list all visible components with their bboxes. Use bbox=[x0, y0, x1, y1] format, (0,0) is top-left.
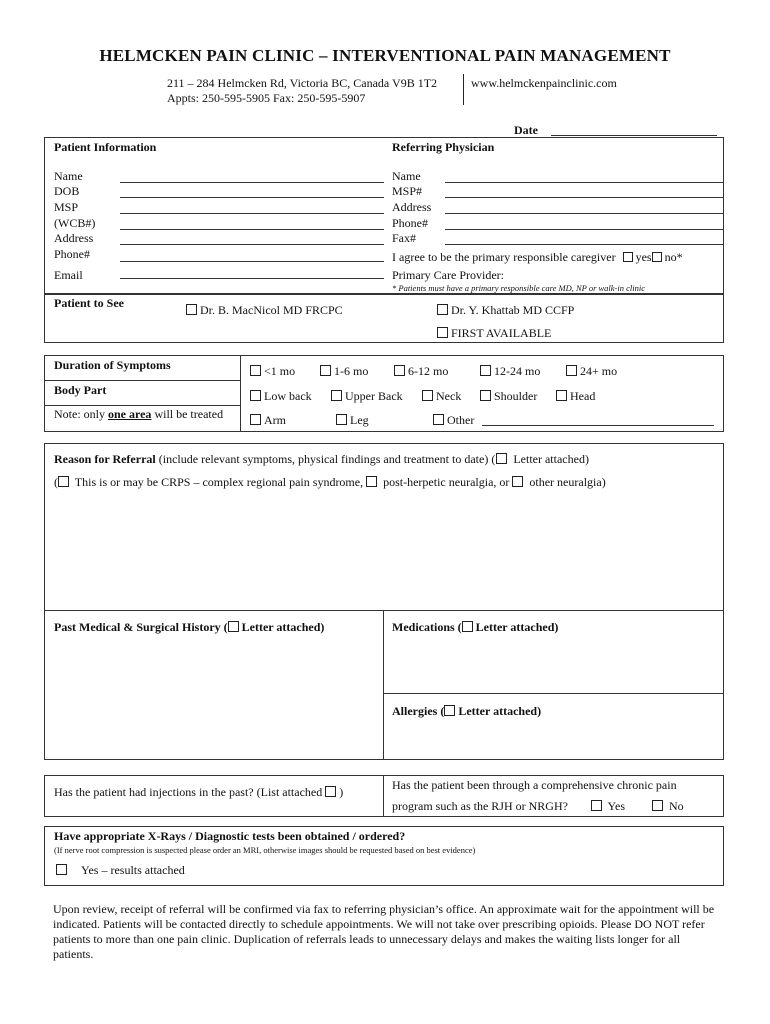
macnicol-checkbox[interactable] bbox=[186, 304, 197, 315]
caregiver-no-label: no* bbox=[664, 250, 683, 264]
pmh-label: Past Medical & Surgical History ( bbox=[54, 620, 228, 634]
caregiver-yes-checkbox[interactable] bbox=[623, 252, 633, 262]
allergies-label: Allergies ( bbox=[392, 704, 445, 718]
arm-checkbox[interactable] bbox=[250, 414, 261, 425]
duration-24plus-checkbox[interactable] bbox=[566, 365, 577, 376]
patient-dob-field[interactable] bbox=[120, 197, 384, 198]
date-label: Date bbox=[514, 123, 538, 137]
referral-notice: Upon review, receipt of referral will be confirmed via fax to referring physician’s office. An approximate wait for the appointment will be indicated. Patients will be contacted directly to schedule appointments. We will not take over prescribing opioids. Please DO NOT refer patients to more than one pain clinic. Duplication of referrals leads to unnecessary delays and makes the waiting lists longer for all patients. bbox=[53, 902, 715, 961]
duration-1-6-label: 1-6 mo bbox=[334, 364, 369, 378]
duration-1-6-checkbox[interactable] bbox=[320, 365, 331, 376]
option-macnicol[interactable] bbox=[186, 303, 343, 318]
body-upperback[interactable] bbox=[331, 389, 403, 404]
upperback-checkbox[interactable] bbox=[331, 390, 342, 401]
patient-info-heading: Patient Information bbox=[54, 140, 157, 154]
meds-letter-label: Letter attached) bbox=[475, 620, 559, 634]
reason-bottom-line bbox=[44, 610, 724, 611]
patient-name-label: Name bbox=[54, 169, 83, 183]
other-label: Other bbox=[447, 413, 475, 427]
caregiver-no-checkbox[interactable] bbox=[652, 252, 662, 262]
injections-label: Has the patient had injections in the past? (List attached bbox=[54, 785, 323, 799]
patient-address-field[interactable] bbox=[120, 244, 384, 245]
meds-label: Medications ( bbox=[392, 620, 462, 634]
reason-letter-checkbox[interactable] bbox=[496, 453, 507, 464]
ref-address-label: Address bbox=[392, 200, 432, 214]
one-area-note bbox=[54, 407, 223, 422]
neck-checkbox[interactable] bbox=[422, 390, 433, 401]
body-leg[interactable] bbox=[336, 413, 369, 428]
program-yes-checkbox[interactable] bbox=[591, 800, 602, 811]
patient-to-see-heading: Patient to See bbox=[54, 296, 124, 310]
patient-phone-field[interactable] bbox=[120, 261, 384, 262]
patient-wcb-field[interactable] bbox=[120, 229, 384, 230]
other-field[interactable] bbox=[482, 425, 714, 426]
duration-6-12[interactable] bbox=[394, 364, 448, 379]
shoulder-checkbox[interactable] bbox=[480, 390, 491, 401]
lowback-label: Low back bbox=[264, 389, 312, 403]
duration-row-line bbox=[44, 380, 241, 381]
crps-row bbox=[54, 475, 606, 490]
khattab-label: Dr. Y. Khattab MD CCFP bbox=[451, 303, 575, 317]
header-divider bbox=[463, 74, 464, 105]
other-neuralgia-label: other neuralgia) bbox=[529, 475, 606, 489]
reason-heading: Reason for Referral bbox=[54, 452, 156, 466]
crps-label: This is or may be CRPS – complex regional pain syndrome, bbox=[74, 475, 364, 489]
body-head[interactable] bbox=[556, 389, 595, 404]
option-first-available[interactable] bbox=[437, 326, 551, 341]
caregiver-yes-label: yes bbox=[635, 250, 652, 264]
injections-question bbox=[54, 785, 343, 800]
reason-letter-label: Letter attached) bbox=[513, 452, 589, 466]
xrays-heading: Have appropriate X-Rays / Diagnostic tests been obtained / ordered? bbox=[54, 829, 406, 843]
injections-divider bbox=[383, 775, 384, 817]
patient-dob-label: DOB bbox=[54, 184, 80, 198]
primary-care-footnote: * Patients must have a primary responsible care MD, NP or walk-in clinic bbox=[392, 283, 645, 293]
allergies-letter-label: Letter attached) bbox=[458, 704, 542, 718]
body-arm[interactable] bbox=[250, 413, 286, 428]
injections-checkbox[interactable] bbox=[325, 786, 336, 797]
body-neck[interactable] bbox=[422, 389, 461, 404]
duration-lt1-label: <1 mo bbox=[264, 364, 296, 378]
patient-wcb-label: (WCB#) bbox=[54, 216, 96, 230]
xrays-yes-checkbox[interactable] bbox=[56, 864, 67, 875]
ref-address-field[interactable] bbox=[445, 213, 723, 214]
date-field[interactable] bbox=[551, 135, 717, 136]
ref-phone-field[interactable] bbox=[445, 229, 723, 230]
xrays-yes-label: Yes – results attached bbox=[81, 863, 185, 877]
ref-msp-field[interactable] bbox=[445, 197, 723, 198]
phn-checkbox[interactable] bbox=[366, 476, 377, 487]
duration-6-12-label: 6-12 mo bbox=[408, 364, 449, 378]
khattab-checkbox[interactable] bbox=[437, 304, 448, 315]
patient-name-field[interactable] bbox=[120, 182, 384, 183]
duration-24plus[interactable] bbox=[566, 364, 617, 379]
ref-fax-label: Fax# bbox=[392, 231, 416, 245]
ref-name-label: Name bbox=[392, 169, 421, 183]
note-emphasis: one area bbox=[108, 407, 152, 421]
duration-24plus-label: 24+ mo bbox=[580, 364, 618, 378]
arm-label: Arm bbox=[264, 413, 286, 427]
upperback-label: Upper Back bbox=[345, 389, 403, 403]
program-question-line1: Has the patient been through a comprehensive chronic pain bbox=[392, 778, 677, 792]
bodypart-row-line bbox=[44, 405, 241, 406]
ref-name-field[interactable] bbox=[445, 182, 723, 183]
crps-open-paren: ( bbox=[54, 475, 58, 489]
duration-6-12-checkbox[interactable] bbox=[394, 365, 405, 376]
body-other[interactable] bbox=[433, 413, 474, 428]
patient-address-label: Address bbox=[54, 231, 94, 245]
leg-checkbox[interactable] bbox=[336, 414, 347, 425]
program-no-checkbox[interactable] bbox=[652, 800, 663, 811]
duration-lt1-checkbox[interactable] bbox=[250, 365, 261, 376]
xrays-note: (If nerve root compression is suspected please order an MRI, otherwise images should be requested based on best evidence) bbox=[54, 845, 476, 855]
first-available-checkbox[interactable] bbox=[437, 327, 448, 338]
leg-label: Leg bbox=[350, 413, 369, 427]
injections-close: ) bbox=[339, 785, 344, 799]
patient-msp-field[interactable] bbox=[120, 213, 384, 214]
reason-heading-row bbox=[54, 452, 589, 467]
allergies-letter-checkbox[interactable] bbox=[444, 705, 455, 716]
duration-divider bbox=[240, 355, 241, 432]
first-available-label: FIRST AVAILABLE bbox=[451, 326, 552, 340]
program-label: program such as the RJH or NRGH? bbox=[392, 799, 568, 813]
note-pre: Note: only bbox=[54, 407, 105, 421]
lowback-checkbox[interactable] bbox=[250, 390, 261, 401]
body-lowback[interactable] bbox=[250, 389, 312, 404]
duration-12-24-checkbox[interactable] bbox=[480, 365, 491, 376]
program-no-label: No bbox=[669, 799, 684, 813]
bodypart-heading: Body Part bbox=[54, 383, 107, 397]
duration-1-6[interactable] bbox=[320, 364, 368, 379]
referral-history-section bbox=[44, 443, 724, 760]
primary-care-label: Primary Care Provider: bbox=[392, 268, 504, 282]
history-divider bbox=[383, 610, 384, 760]
pmh-letter-label: Letter attached) bbox=[241, 620, 325, 634]
patient-to-see-section bbox=[44, 294, 724, 343]
patient-referring-section bbox=[44, 137, 724, 294]
patient-email-field[interactable] bbox=[120, 278, 384, 279]
head-label: Head bbox=[570, 389, 596, 403]
pmh-heading bbox=[54, 620, 324, 635]
program-yes-label: Yes bbox=[607, 799, 625, 813]
clinic-website[interactable]: www.helmckenpainclinic.com bbox=[471, 76, 617, 90]
clinic-title: HELMCKEN PAIN CLINIC – INTERVENTIONAL PAIN MANAGEMENT bbox=[99, 46, 671, 65]
neck-label: Neck bbox=[436, 389, 462, 403]
duration-12-24[interactable] bbox=[480, 364, 540, 379]
patient-msp-label: MSP bbox=[54, 200, 79, 214]
phn-label: post-herpetic neuralgia, or bbox=[383, 475, 510, 489]
body-shoulder[interactable] bbox=[480, 389, 537, 404]
patient-email-label: Email bbox=[54, 268, 83, 282]
referring-heading: Referring Physician bbox=[392, 140, 495, 154]
shoulder-label: Shoulder bbox=[494, 389, 538, 403]
caregiver-text: I agree to be the primary responsible caregiver bbox=[392, 250, 616, 264]
head-checkbox[interactable] bbox=[556, 390, 567, 401]
macnicol-label: Dr. B. MacNicol MD FRCPC bbox=[200, 303, 343, 317]
pmh-letter-checkbox[interactable] bbox=[228, 621, 239, 632]
ref-fax-field[interactable] bbox=[445, 244, 723, 245]
clinic-phone-fax: Appts: 250-595-5905 Fax: 250-595-5907 bbox=[167, 91, 366, 105]
option-khattab[interactable] bbox=[437, 303, 574, 318]
meds-letter-checkbox[interactable] bbox=[462, 621, 473, 632]
allergies-heading bbox=[392, 704, 541, 719]
program-question-line2 bbox=[392, 799, 684, 814]
duration-heading: Duration of Symptoms bbox=[54, 358, 171, 372]
xrays-yes-option[interactable] bbox=[56, 863, 185, 878]
other-checkbox[interactable] bbox=[433, 414, 444, 425]
duration-12-24-label: 12-24 mo bbox=[494, 364, 541, 378]
allergies-top-line bbox=[383, 693, 724, 694]
note-post: will be treated bbox=[154, 407, 224, 421]
crps-checkbox[interactable] bbox=[58, 476, 69, 487]
ref-phone-label: Phone# bbox=[392, 216, 428, 230]
meds-heading bbox=[392, 620, 558, 635]
caregiver-agreement bbox=[392, 250, 683, 265]
ref-msp-label: MSP# bbox=[392, 184, 423, 198]
clinic-address: 211 – 284 Helmcken Rd, Victoria BC, Canada V9B 1T2 bbox=[167, 76, 438, 90]
duration-lt1[interactable] bbox=[250, 364, 295, 379]
other-neuralgia-checkbox[interactable] bbox=[512, 476, 523, 487]
reason-subtext: (include relevant symptoms, physical findings and treatment to date) ( bbox=[158, 452, 496, 466]
patient-phone-label: Phone# bbox=[54, 247, 90, 261]
